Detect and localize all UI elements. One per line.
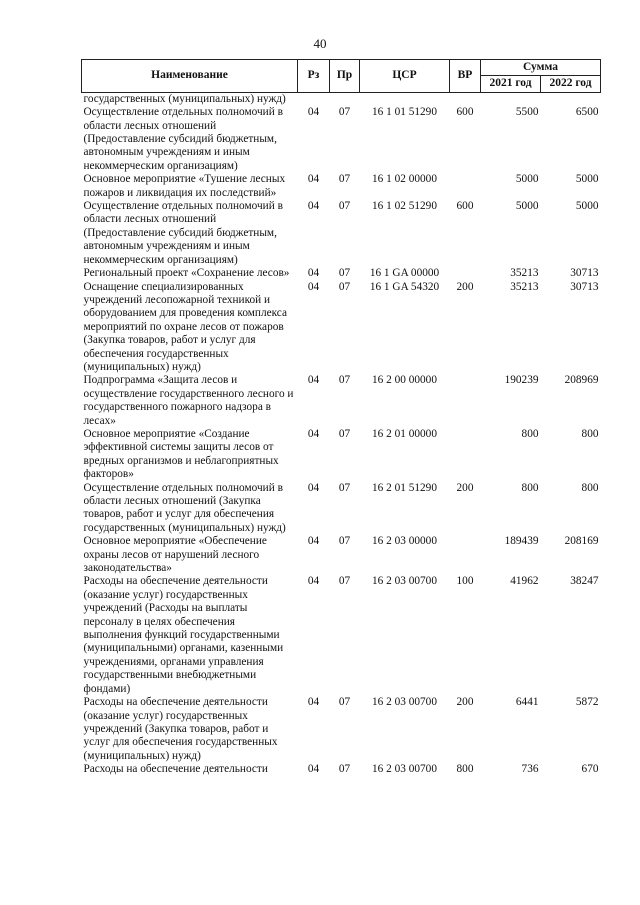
header-year-2022: 2022 год [541,76,601,92]
cell-name: Осуществление отдельных полномочий в области лесных отношений (Закупка товаров, работ и услуг для обеспечения государственных (муниципальных) нужд) [83,481,286,534]
cell-csr [360,92,450,106]
cell-csr: 16 2 01 00000 [372,427,437,440]
cell-csr: 16 2 03 00700 [372,696,437,709]
cell-rz: 04 [307,106,320,119]
cell-csr: 16 1 01 51290 [372,106,437,119]
cell-name: Осуществление отдельных полномочий в области лесных отношений (Предоставление субсидий бюджетным, автономным учреждениям и иным некоммерческим организациям) [83,200,283,266]
table-row [82,173,601,200]
cell-rz: 04 [307,481,320,494]
table-row [82,106,601,173]
table-row [82,428,601,482]
cell-y1: 800 [521,427,539,440]
cell-vr [450,374,481,428]
cell-name: Осуществление отдельных полномочий в области лесных отношений (Предоставление субсидий бюджетным, автономным учреждениям и иным некоммерческим организациям) [83,106,283,172]
cell-rz: 04 [307,763,320,776]
cell-csr: 16 1 02 51290 [372,200,437,213]
header-sum: Сумма [481,60,601,76]
page-number: 40 [313,36,327,51]
cell-y1: 5500 [515,106,539,119]
cell-y1: 189439 [504,535,539,548]
cell-rz: 04 [307,427,320,440]
header-year-2021: 2021 год [481,76,541,92]
cell-name: Оснащение специализированных учреждений лесопожарной техникой и оборудованием для проведения комплекса мероприятий по охране лесов от пожаров (Закупка товаров, работ и услуг для обеспечения государственных (муниципальных) нужд) [83,280,287,373]
table-header [82,60,601,93]
cell-y1 [481,92,541,106]
cell-pr: 07 [338,374,351,387]
cell-vr [450,173,481,200]
cell-csr: 16 2 03 00700 [372,575,437,588]
cell-name: Основное мероприятие «Создание эффективной системы защиты лесов от вредных организмов и неблагоприятных факторов» [83,427,279,481]
cell-pr: 07 [338,173,351,186]
cell-y1: 800 [521,481,539,494]
cell-name: Региональный проект «Сохранение лесов» [83,267,290,280]
cell-rz: 04 [307,200,320,213]
cell-vr: 200 [456,696,474,709]
cell-pr: 07 [338,106,351,119]
cell-rz: 04 [307,535,320,548]
cell-y2: 38247 [570,575,599,588]
cell-vr [450,428,481,482]
cell-vr [450,267,481,280]
cell-vr: 600 [456,106,474,119]
cell-rz: 04 [307,696,320,709]
cell-y1: 6441 [515,696,539,709]
cell-csr: 16 2 03 00000 [372,535,437,548]
header-pr: Пр [330,60,360,93]
cell-csr: 16 1 GA 00000 [369,267,440,280]
budget-table [81,59,601,777]
table-body [82,92,601,776]
table-row [82,482,601,536]
table-row [82,92,601,106]
cell-rz: 04 [307,173,320,186]
cell-vr: 200 [456,280,474,293]
table-row [82,267,601,280]
cell-y2: 208969 [564,374,599,387]
cell-y2: 30713 [570,280,599,293]
cell-pr: 07 [338,200,351,213]
cell-y1: 35213 [510,280,539,293]
cell-pr: 07 [338,763,351,776]
cell-y2: 800 [581,481,599,494]
cell-y2: 5872 [575,696,599,709]
cell-pr: 07 [338,427,351,440]
cell-y2: 5000 [575,200,599,213]
cell-pr: 07 [338,535,351,548]
cell-pr [330,92,360,106]
cell-csr: 16 1 02 00000 [372,173,437,186]
table-row [82,374,601,428]
cell-pr: 07 [338,696,351,709]
table-row [82,535,601,575]
table-row [82,200,601,267]
table-row [82,696,601,763]
cell-csr: 16 2 00 00000 [372,374,437,387]
cell-name: государственных (муниципальных) нужд) [83,92,286,105]
cell-vr [450,535,481,575]
cell-y2: 30713 [570,267,599,280]
cell-rz [298,92,330,106]
cell-y2: 800 [581,427,599,440]
cell-vr: 100 [456,575,474,588]
cell-csr: 16 2 03 00700 [372,763,437,776]
cell-name: Основное мероприятие «Обеспечение охраны лесов от нарушений лесного законодательства» [83,535,267,575]
cell-y2: 6500 [575,106,599,119]
cell-y1: 5000 [515,173,539,186]
table-row [82,281,601,375]
cell-y1: 35213 [510,267,539,280]
cell-csr: 16 2 01 51290 [372,481,437,494]
cell-y1: 41962 [510,575,539,588]
cell-rz: 04 [307,267,320,280]
table-row [82,763,601,776]
cell-vr: 600 [456,200,474,213]
cell-y2: 5000 [575,173,599,186]
cell-name: Расходы на обеспечение деятельности (оказание услуг) государственных учреждений (Закупка товаров, работ и услуг для обеспечения государственных (муниципальных) нужд) [83,696,278,762]
cell-name: Подпрограмма «Защита лесов и осуществление государственного лесного и государственного пожарного надзора в лесах» [83,374,294,427]
cell-y2 [541,92,601,106]
header-name: Наименование [82,60,298,93]
cell-rz: 04 [307,374,320,387]
cell-pr: 07 [338,481,351,494]
cell-y2: 670 [581,763,599,776]
cell-pr: 07 [338,267,351,280]
header-csr: ЦСР [360,60,450,93]
cell-rz: 04 [307,575,320,588]
cell-y1: 190239 [504,374,539,387]
cell-vr [450,92,481,106]
cell-y1: 736 [521,763,539,776]
cell-rz: 04 [307,280,320,293]
cell-vr: 200 [456,481,474,494]
cell-y1: 5000 [515,200,539,213]
cell-pr: 07 [338,575,351,588]
header-vr: ВР [450,60,481,93]
cell-name: Расходы на обеспечение деятельности [83,763,268,776]
cell-pr: 07 [338,280,351,293]
table-row [82,575,601,696]
cell-name: Основное мероприятие «Тушение лесных пожаров и ликвидация их последствий» [83,173,286,199]
cell-vr: 800 [456,763,474,776]
cell-csr: 16 1 GA 54320 [369,280,440,293]
header-rz: Рз [298,60,330,93]
cell-name: Расходы на обеспечение деятельности (оказание услуг) государственных учреждений (Расходы на выплаты персоналу в целях обеспечения выполнения функций государственными (муниципальными) органами, казенными учреждениями, органами управления государственными внебюджетными фондами) [83,575,284,695]
cell-y2: 208169 [564,535,599,548]
